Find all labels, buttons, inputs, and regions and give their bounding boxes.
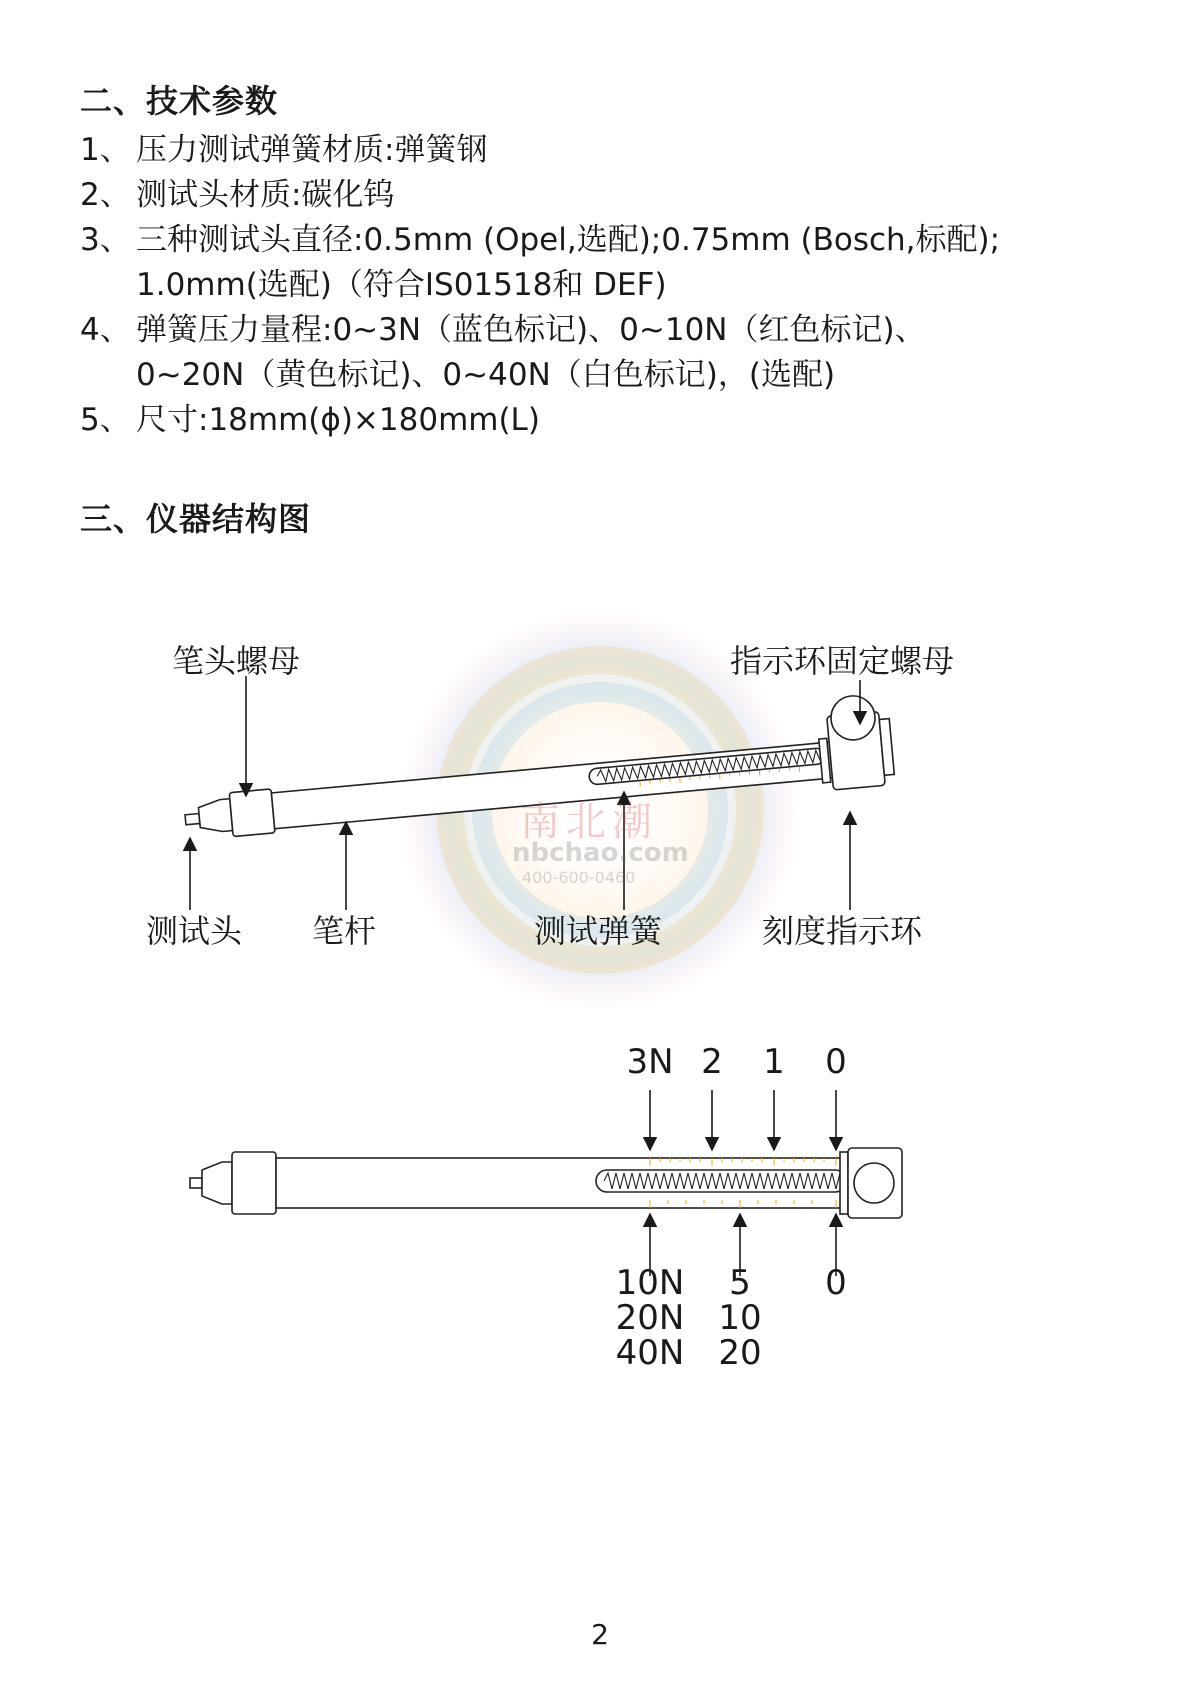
pen-nut	[229, 789, 275, 837]
scale-bottom-label: 5	[729, 1263, 751, 1303]
scale-bottom-label: 10	[718, 1298, 762, 1338]
spec-text: 尺寸:18mm(ϕ)×180mm(L)	[136, 402, 540, 438]
spec-number: 5、	[80, 402, 131, 438]
scale-bottom-label: 20	[718, 1333, 762, 1373]
spec-number: 4、	[80, 312, 131, 348]
page-number: 2	[591, 1618, 609, 1651]
label-pen-nut: 笔头螺母	[172, 642, 301, 680]
pen-barrel	[276, 1158, 850, 1208]
spec-text: 三种测试头直径:0.5mm (Opel,选配);0.75mm (Bosch,标配);	[136, 222, 1001, 258]
pen-nose	[198, 799, 233, 834]
scale-bottom-label: 20N	[615, 1298, 685, 1338]
scale-bottom-zero	[816, 1263, 856, 1303]
spec-text: 弹簧压力量程:0~3N（蓝色标记)、0~10N（红色标记)、	[136, 312, 926, 348]
label-test-head: 测试头	[146, 912, 243, 950]
scale-bottom-label: 40N	[615, 1333, 685, 1373]
scale-bottom-label: 0	[825, 1263, 847, 1303]
pen-nose	[202, 1162, 232, 1204]
test-head-tip	[185, 814, 200, 825]
spec-text-continuation: 0~20N（黄色标记)、0~40N（白色标记)，(选配)	[136, 357, 836, 393]
spec-number: 3、	[80, 222, 131, 258]
scale-ring	[840, 1152, 848, 1214]
spec-number: 1、	[80, 132, 131, 168]
scale-top-label: 2	[701, 1042, 723, 1082]
section-heading-specs: 二、技术参数	[80, 82, 279, 120]
test-head-tip	[190, 1178, 202, 1188]
section-heading-structure: 三、仪器结构图	[80, 500, 312, 538]
spec-text: 压力测试弹簧材质:弹簧钢	[136, 132, 488, 168]
label-test-spring: 测试弹簧	[534, 912, 663, 950]
spec-text: 测试头材质:碳化钨	[136, 177, 395, 213]
scale-top-label: 1	[763, 1042, 785, 1082]
label-scale-ring: 刻度指示环	[762, 912, 923, 950]
watermark-phone: 400-600-0460	[522, 868, 636, 887]
scale-bottom-mid	[700, 1263, 780, 1373]
ring-nut-cap	[854, 1163, 894, 1203]
scale-bottom-label: 10N	[615, 1263, 685, 1303]
pen-nut	[232, 1152, 276, 1214]
label-pen-body: 笔杆	[312, 912, 377, 950]
scale-bottom-max	[602, 1263, 698, 1373]
spec-number: 2、	[80, 177, 131, 213]
label-ring-fixing-nut: 指示环固定螺母	[730, 642, 955, 680]
spec-text-continuation: 1.0mm(选配)（符合IS01518和 DEF)	[136, 267, 667, 303]
scale-top-label: 3N	[626, 1042, 674, 1082]
scale-top-label: 0	[825, 1042, 847, 1082]
pen-drawing-2	[190, 1148, 902, 1218]
watermark-domain: nbchao.com	[512, 838, 689, 868]
watermark-brand: 南北潮	[520, 799, 658, 845]
